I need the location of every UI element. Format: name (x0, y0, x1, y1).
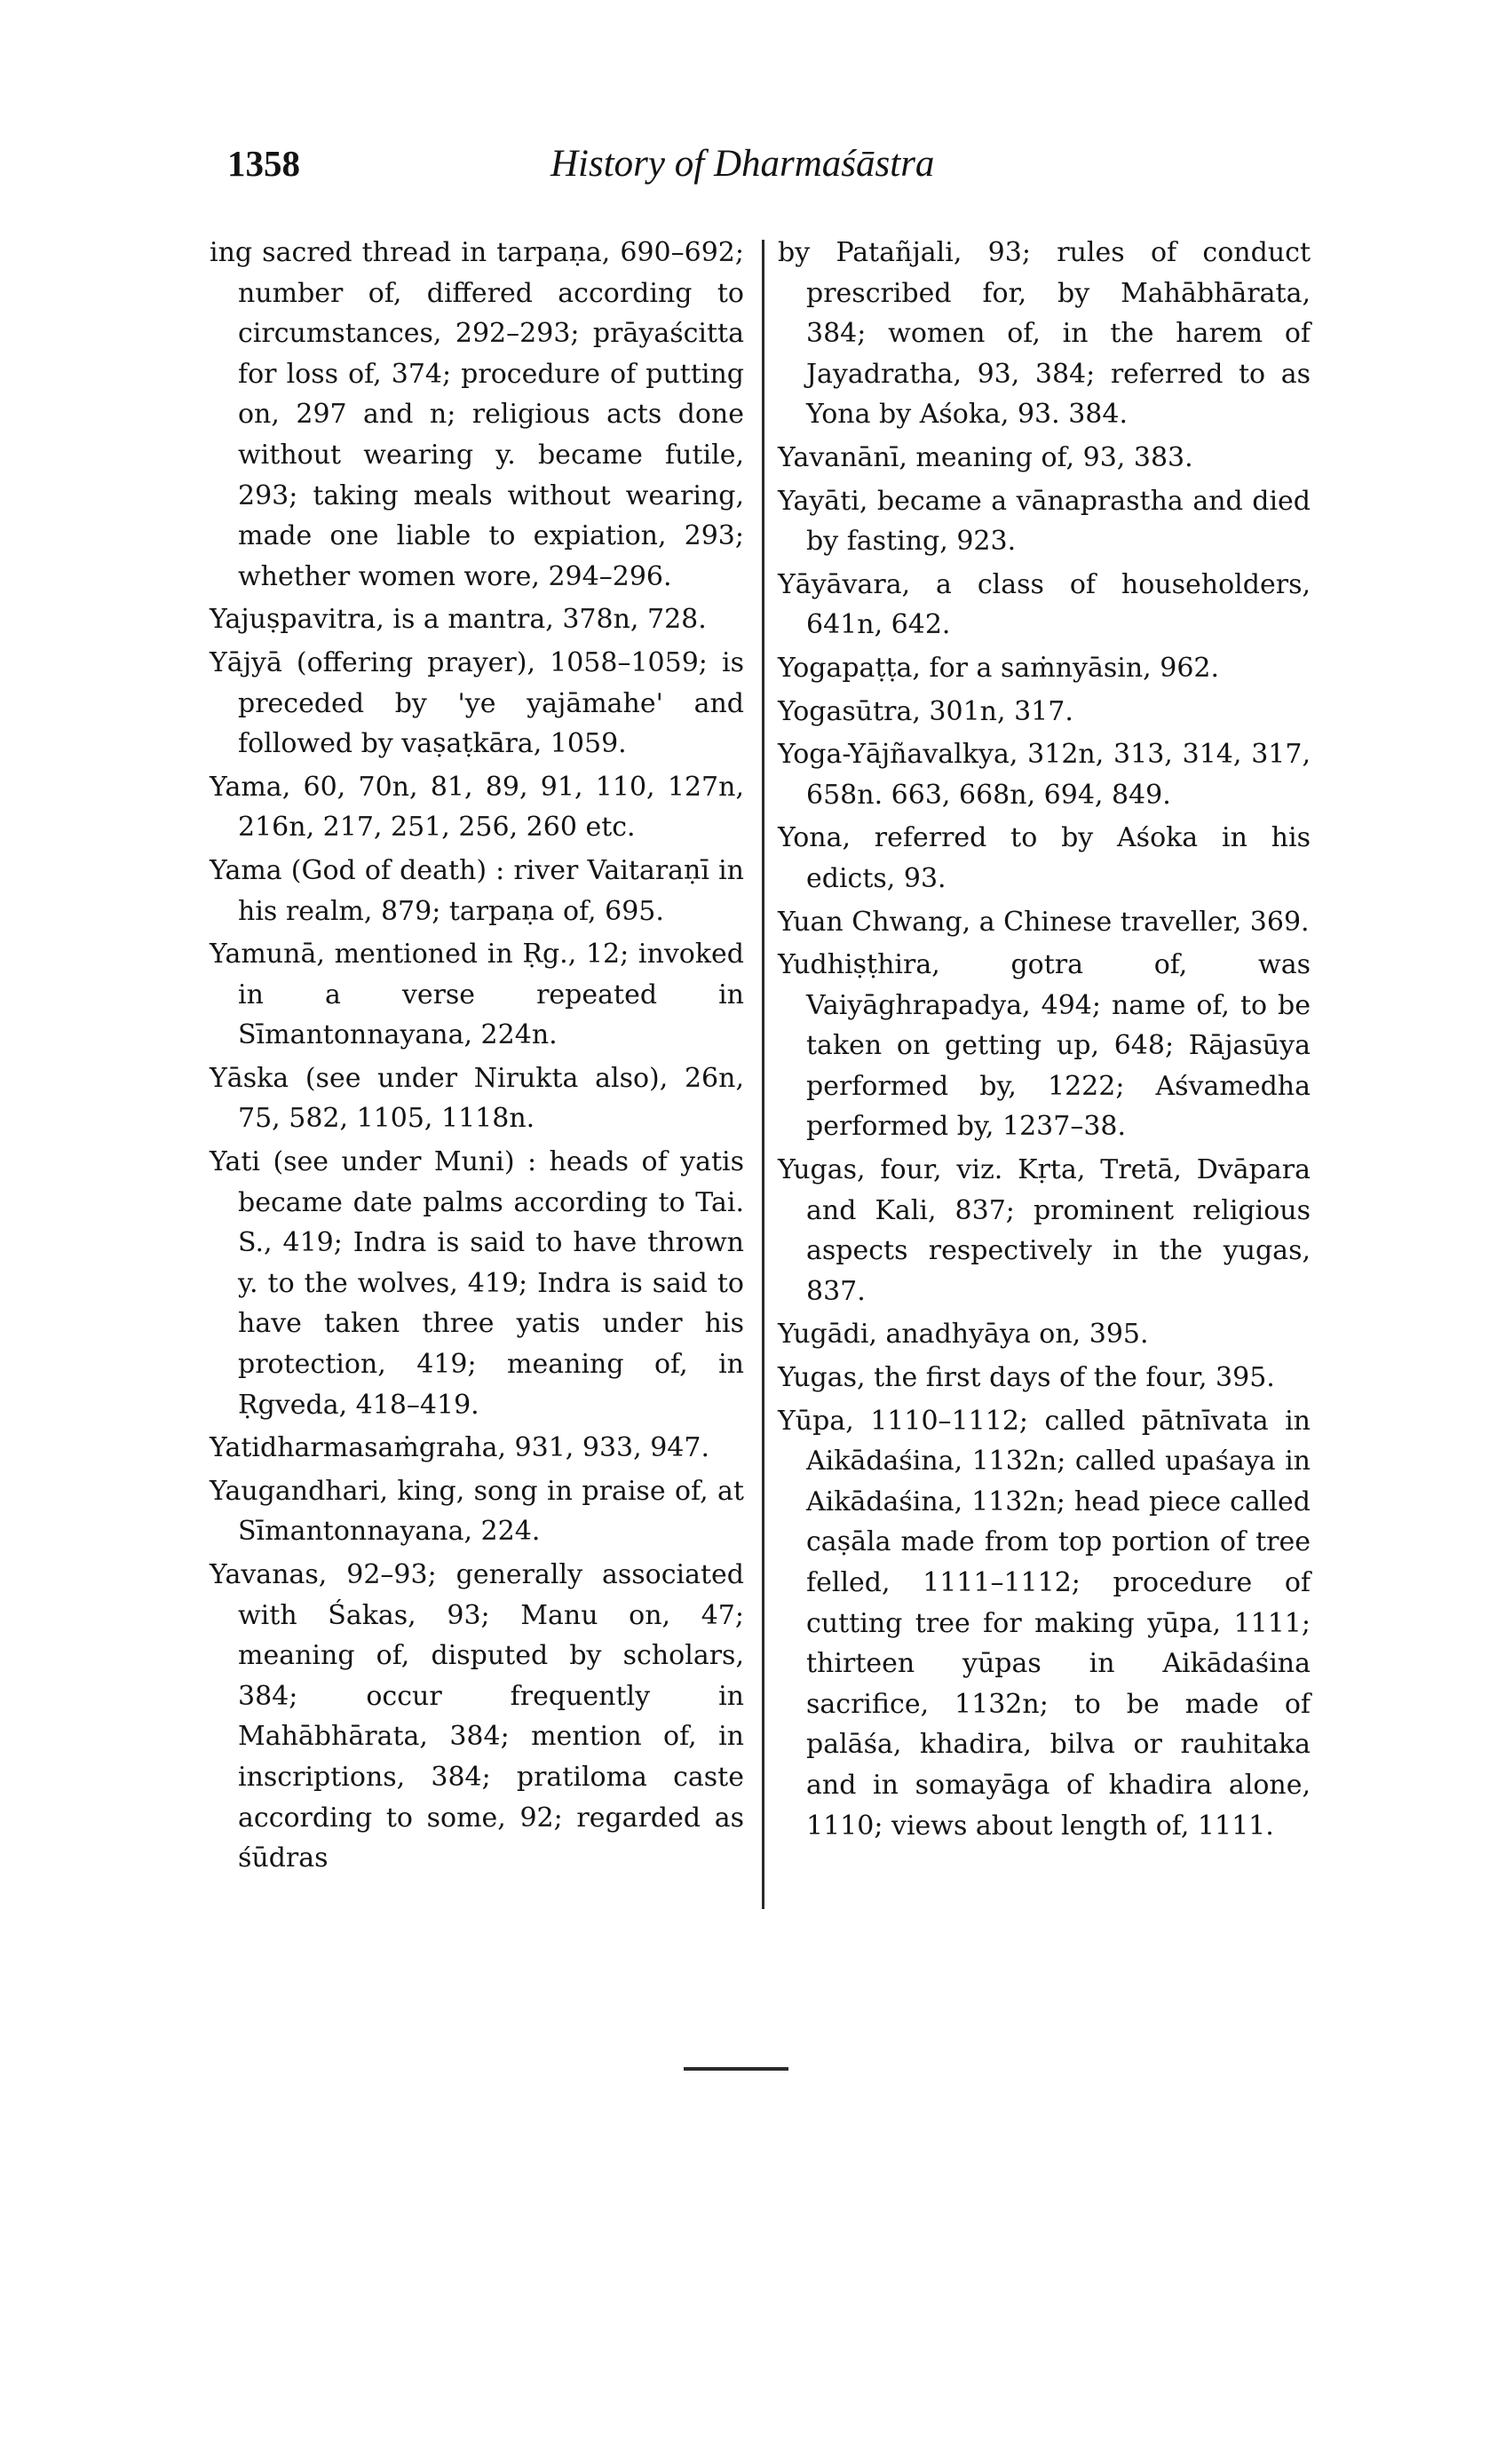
end-ornament (684, 2067, 788, 2071)
index-entry: Yudhiṣṭhira, gotra of, was Vaiyāghrapadya, 494; name of, to be taken on getting up, 648; Rājasūya performed by, 1222; Aśvamedha performed by, 1237–38. (778, 949, 1311, 1143)
index-entry: Yama (God of death) : river Vaitaraṇī in his realm, 879; tarpaṇa of, 695. (210, 854, 744, 927)
column-divider (762, 240, 764, 1909)
page-number: 1358 (227, 143, 300, 184)
index-entry: Yugas, the first days of the four, 395. (778, 1362, 1275, 1394)
index-entry: Yogapaṭṭa, for a saṁnyāsin, 962. (778, 652, 1220, 684)
index-entry: Yuan Chwang, a Chinese traveller, 369. (778, 906, 1310, 938)
index-entry: Yāyāvara, a class of householders, 641n, 642. (778, 568, 1311, 641)
running-title: History of Dharmaśāstra (550, 143, 935, 185)
index-entry: Yaugandhari, king, song in praise of, at Sīmantonnayana, 224. (210, 1475, 744, 1548)
index-entry: Yavanas, 92–93; generally associated with Śakas, 93; Manu on, 47; meaning of, disputed by scholars, 384; occur frequently in Mahābhārata, 384; mention of, in inscriptions, 384; pratiloma caste according to some, 92; regarded as śūdras (210, 1559, 744, 1874)
index-column-right (778, 233, 1311, 1849)
index-entry: Yayāti, became a vānaprastha and died by fasting, 923. (778, 485, 1311, 558)
index-entry: Yāska (see under Nirukta also), 26n, 75, 582, 1105, 1118n. (210, 1062, 744, 1135)
index-entry: Yama, 60, 70n, 81, 89, 91, 110, 127n, 216n, 217, 251, 256, 260 etc. (210, 771, 744, 844)
index-column-left (210, 233, 744, 1882)
index-entry: Yugas, four, viz. Kṛta, Tretā, Dvāpara and Kali, 837; prominent religious aspects respectively in the yugas, 837. (778, 1154, 1311, 1307)
index-entry: Yājyā (offering prayer), 1058–1059; is preceded by 'ye yajāmahe' and followed by vaṣaṭkāra, 1059. (210, 646, 744, 760)
index-entry: Yamunā, mentioned in Ṛg., 12; invoked in a verse repeated in Sīmantonnayana, 224n. (210, 939, 744, 1051)
index-entry: Yavanānī, meaning of, 93, 383. (778, 441, 1193, 473)
index-entry: Yatidharmasaṁgraha, 931, 933, 947. (210, 1432, 709, 1464)
index-entry: Yogasūtra, 301n, 317. (778, 695, 1073, 727)
index-entry: by Patañjali, 93; rules of conduct prescribed for, by Mahābhārata, 384; women of, in the harem of Jayadratha, 93, 384; referred to as Yona by Aśoka, 93. 384. (778, 237, 1311, 431)
index-entry: Yona, referred to by Aśoka in his edicts, 93. (778, 822, 1311, 894)
index-entry: ing sacred thread in tarpaṇa, 690–692; number of, differed according to circumstances, 292–293; prāyaścitta for loss of, 374; procedure of putting on, 297 and n; religious acts done without wearing y. became futile, 293; taking meals without wearing, made one liable to expiation, 293; whether women wore, 294–296. (210, 237, 744, 592)
index-entry: Yoga-Yājñavalkya, 312n, 313, 314, 317, 658n. 663, 668n, 694, 849. (778, 739, 1311, 811)
index-entry: Yati (see under Muni) : heads of yatis became date palms according to Tai. S., 419; Indra is said to have thrown y. to the wolves, 419; Indra is said to have taken three yatis under his protection, 419; meaning of, in Ṛgveda, 418–419. (210, 1146, 744, 1421)
index-entry: Yūpa, 1110–1112; called pātnīvata in Aikādaśina, 1132n; called upaśaya in Aikādaśina, 1132n; head piece called caṣāla made from top portion of tree felled, 1111–1112; procedure of cutting tree for making yūpa, 1111; thirteen yūpas in Aikādaśina sacrifice, 1132n; to be made of palāśa, khadira, bilva or rauhitaka and in somayāga of khadira alone, 1110; views about length of, 1111. (778, 1405, 1311, 1842)
index-entry: Yugādi, anadhyāya on, 395. (778, 1319, 1149, 1351)
index-entry: Yajuṣpavitra, is a mantra, 378n, 728. (210, 604, 707, 636)
